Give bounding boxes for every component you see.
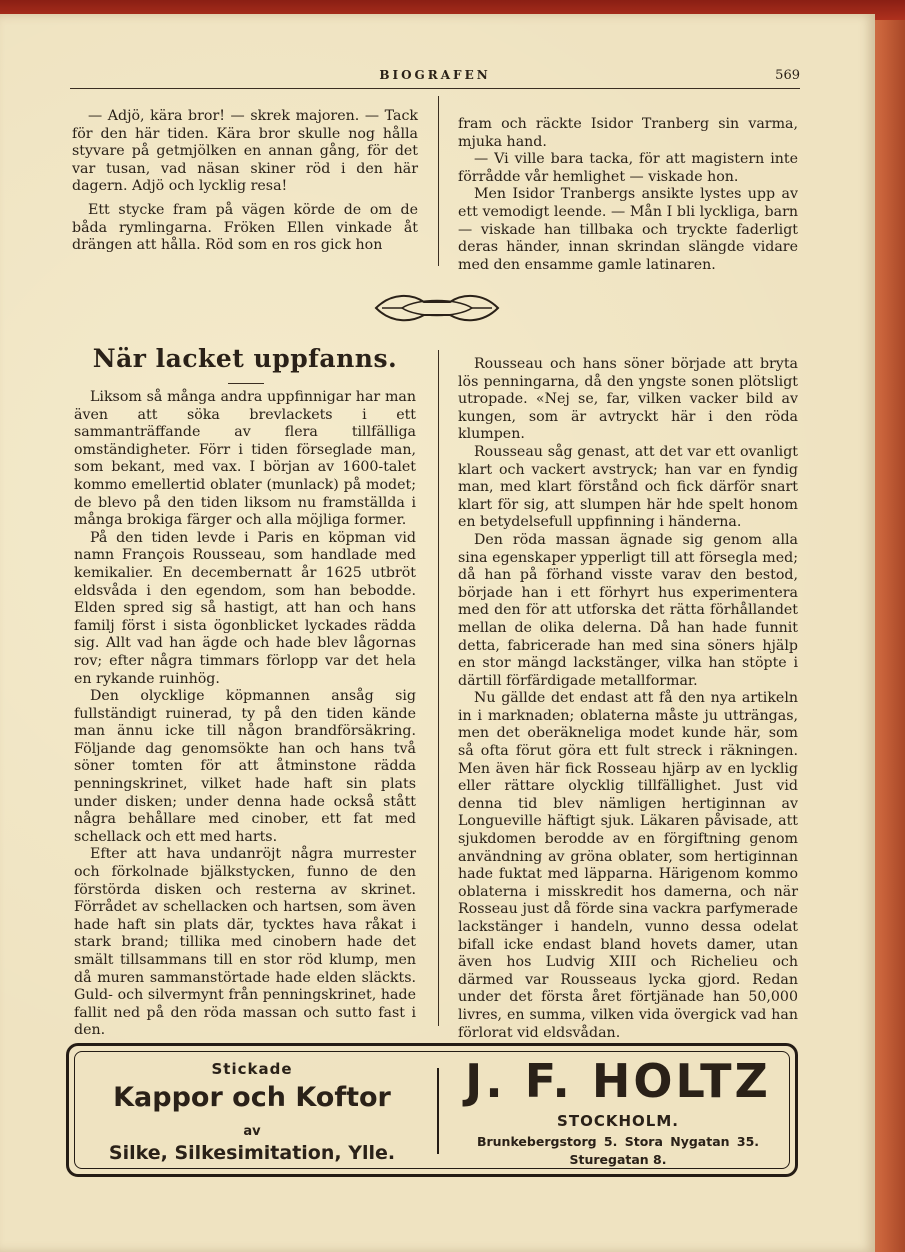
ad-knitwear [69, 1046, 435, 1174]
paragraph: Nu gällde det endast att få den nya artikeln in i marknaden; oblaterna måste ju utträngas, men det oberäkneliga modet kunde här, som så ofta förut göra ett fult streck i räkningen. Men även här fick Rosseau hjärp av en lycklig eller rättare olycklig tillfällighet. Just vid denna tid blev nämligen hertiginnan av Longueville häftigt sjuk. Läkaren påvisade, att sjukdomen berodde av en förgiftning genom användning av gröna oblater, som hertiginnan hade fuktat med läpparna. Härigenom kommo oblaterna i misskredit hos damerna, och när Rosseau just då förde sina vackra parfymerade lackstänger i handeln, vunno dessa odelat bifall icke endast bland hovets damer, utan även hos Ludvig XIII och Richelieu och därmed var Rousseaus lycka gjord. Redan under det första året förtjänade han 50,000 livres, en summa, vilken vida övergick vad han förlorat vid eldsvådan. [458, 690, 798, 1041]
ornament-icon [372, 288, 502, 330]
ad-address-line1: Brunkebergstorg 5. Stora Nygatan 35. [476, 1134, 760, 1149]
title-rule [228, 383, 264, 384]
running-head [70, 66, 800, 88]
running-title: BIOGRAFEN [379, 68, 491, 82]
column-rule [438, 96, 439, 266]
paragraph: Efter att hava undanröjt några murrester och förkolnade bjälkstycken, funno de den förstörda disken och resterna av skrinet. Förrådet av schellacken och hartsen, som även hade haft sin plats där, tycktes hava råkat i stark brand; tillika med cinobern hade det smält tillsammans till en stor röd klump, men då muren sammanstörtade hade elden släckts. Guld- och silvermynt från penningskrinet, hade fallit ned på den röda massan och sutto fast i den. [74, 846, 416, 1039]
paragraph: Liksom så många andra uppfinnigar har man även att söka brevlackets i ett sammanträffande av flera tillfälliga omständigheter. Förr i tiden förseglade man, som bekant, med vax. I början av 1600-talet kommo emellertid oblater (munlack) på modet; de blevo på den tiden liksom nu framställda i många brokiga färger och alla möjliga former. [74, 389, 416, 529]
page-number: 569 [775, 68, 800, 83]
paragraph: Rousseau såg genast, att det var ett ovanligt klart och vackert avstryck; han var en fyndig man, med klart förstånd och fick därför snart klart för sig, att slumpen här hde spelt honom en betydelsefull uppfinning i händerna. [458, 443, 798, 531]
column-rule [438, 350, 439, 1026]
paragraph: På den tiden levde i Paris en köpman vid namn François Rousseau, som handlade med kemikalier. En decembernatt år 1625 utbröt eldsvåda i den egendom, som han bebodde. Elden spred sig så hastigt, att han och hans familj först i sista ögonblicket lyckades rädda sig. Allt vad han ägde och hade blev lågornas rov; efter några timmars förlopp var det hela en rykande ruinhög. [74, 529, 416, 687]
ad-holtz [441, 1046, 795, 1174]
ad-divider [437, 1068, 439, 1154]
advertisement [66, 1043, 798, 1177]
ad-address-line2: Sturegatan 8. [569, 1152, 667, 1167]
paragraph: fram och räckte Isidor Tranberg sin varma, mjuka hand. [458, 116, 798, 150]
ad-line-kappor: Kappor och Koftor [113, 1082, 391, 1113]
paragraph: Rousseau och hans söner började att bryta lös penningarna, då den yngste sonen plötsligt utropade. «Nej se, far, vilken vacker bild av kungen, som är avtryckt här i den röda klumpen. [458, 356, 798, 443]
story-end-right-column [458, 116, 798, 274]
paragraph: — Vi ville bara tacka, för att magistern inte förrådde vår hemlighet — viskade hon. [458, 151, 798, 185]
ad-line-stickade: Stickade [211, 1060, 293, 1078]
article-left-column [74, 389, 416, 1040]
ad-line-materials: Silke, Silkesimitation, Ylle. [108, 1142, 396, 1164]
ad-line-av: av [243, 1124, 261, 1139]
paragraph: Men Isidor Tranbergs ansikte lystes upp av ett vemodigt leende. — Mån I bli lyckliga, barn — viskade han tillbaka och tryckte faderligt deras händer, innan skrindan slängde vidare med den ensamme gamle latinaren. [458, 186, 798, 273]
paragraph: Den olycklige köpmannen ansåg sig fullständigt ruinerad, ty på den tiden kände man ännu icke till någon brandförsäkring. Följande dag genomsökte han och hans två söner tomten för att åtminstone rädda penningskrinet, vilket hade haft sin plats under disken; under denna hade också stått några behållare med cinober, ett fat med schellack och ett med harts. [74, 688, 416, 845]
paragraph: — Adjö, kära bror! — skrek majoren. — Tack för den här tiden. Kära bror skulle nog hålla styvare på getmjölken en annan gång, för det var tusan, vad näsan skiner röd i den här dagern. Adjö och lycklig resa! [72, 108, 418, 195]
article-right-column [458, 356, 798, 1042]
paragraph: Ett stycke fram på vägen körde de om de båda rymlingarna. Fröken Ellen vinkade åt drängen att hålla. Röd som en ros gick hon [72, 201, 418, 254]
article-title: När lacket uppfanns. [92, 344, 398, 373]
story-end-left-column [72, 108, 418, 255]
ad-company-name: J. F. HOLTZ [465, 1054, 771, 1108]
header-rule [70, 88, 800, 89]
paragraph: Den röda massan ägnade sig genom alla sina egenskaper ypperligt till att försegla med; då han på förhand visste varav den bestod, började han i ett förhyrt hus experimentera med den för att utforska det rätta förhållandet mellan de olika delerna. Då han hade funnit detta, fabricerade han med sina söners hjälp en stor mängd lackstänger, vilka han stöpte i därtill förfärdigade metallformar. [458, 531, 798, 689]
ad-city: STOCKHOLM. [557, 1112, 679, 1130]
